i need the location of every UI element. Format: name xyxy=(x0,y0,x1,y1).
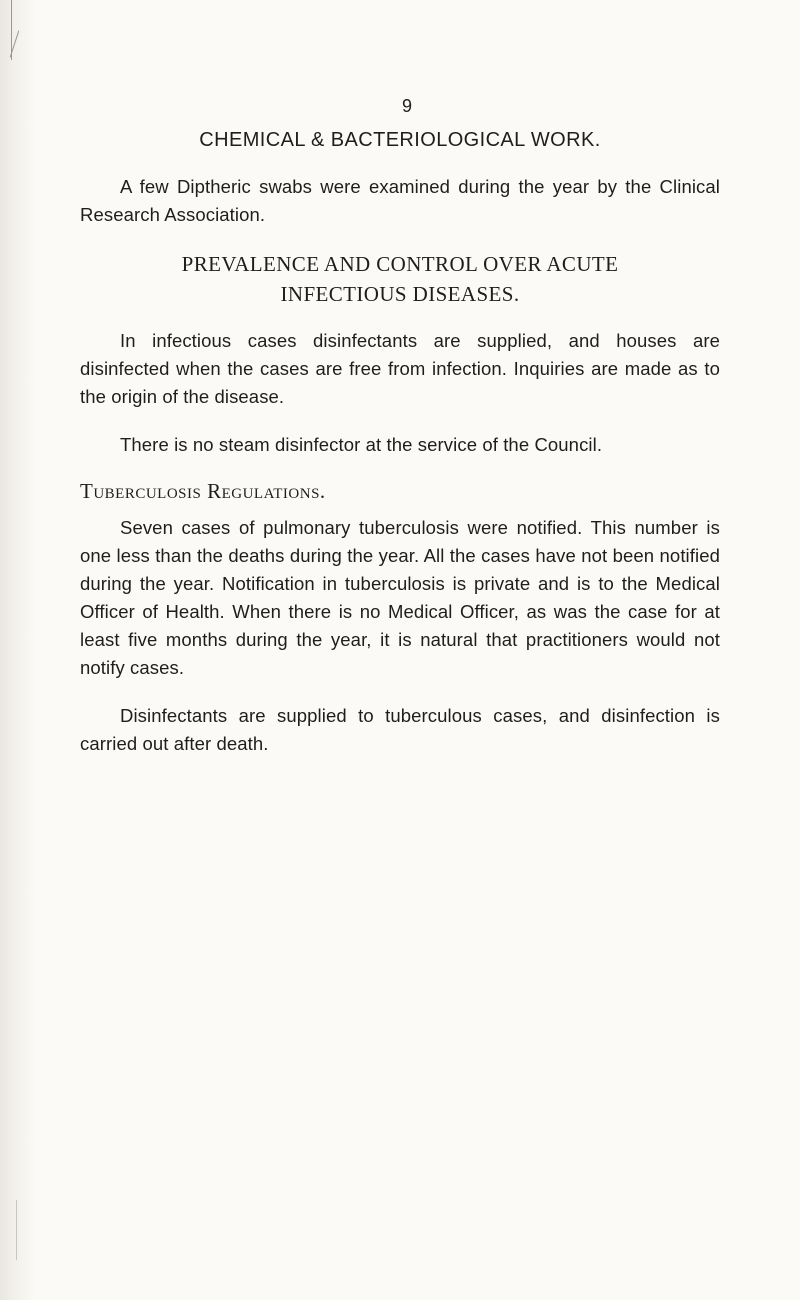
paragraph-pulmonary-tuberculosis: Seven cases of pulmonary tuberculosis were notified. This number is one less than the deaths during the year. All the cases have not been notified during the year. Notification in tuberculosis is private and is to the Medical Officer of Health. When there is no Medical Officer, as was the case for at least five months during the year, it is natural that practitioners would not notify cases. xyxy=(80,517,720,678)
edge-crease-mark xyxy=(16,1200,17,1260)
page-number: 9 xyxy=(401,96,412,116)
section-heading-tuberculosis: Tuberculosis Regulations. xyxy=(80,479,326,503)
paragraph-disinfectants-tuberculous: Disinfectants are supplied to tuberculous cases, and disinfection is carried out after death. xyxy=(80,705,720,754)
page-binding-edge xyxy=(0,0,36,1300)
heading-line: INFECTIOUS DISEASES. xyxy=(280,282,520,306)
paragraph-infectious-cases: In infectious cases disinfectants are supplied, and houses are disinfected when the cases are free from infection. Inquiries are made as to the origin of the disease. xyxy=(80,330,720,407)
section-heading-prevalence xyxy=(80,249,720,309)
document-body xyxy=(80,96,720,778)
heading-line: PREVALENCE AND CONTROL OVER ACUTE xyxy=(181,252,619,276)
paragraph-diptheric-swabs: A few Diptheric swabs were examined during the year by the Clinical Research Association. xyxy=(80,176,720,225)
paragraph-steam-disinfector: There is no steam disinfector at the service of the Council. xyxy=(120,434,603,455)
section-heading-chemical-bacteriological: CHEMICAL & BACTERIOLOGICAL WORK. xyxy=(199,129,601,151)
